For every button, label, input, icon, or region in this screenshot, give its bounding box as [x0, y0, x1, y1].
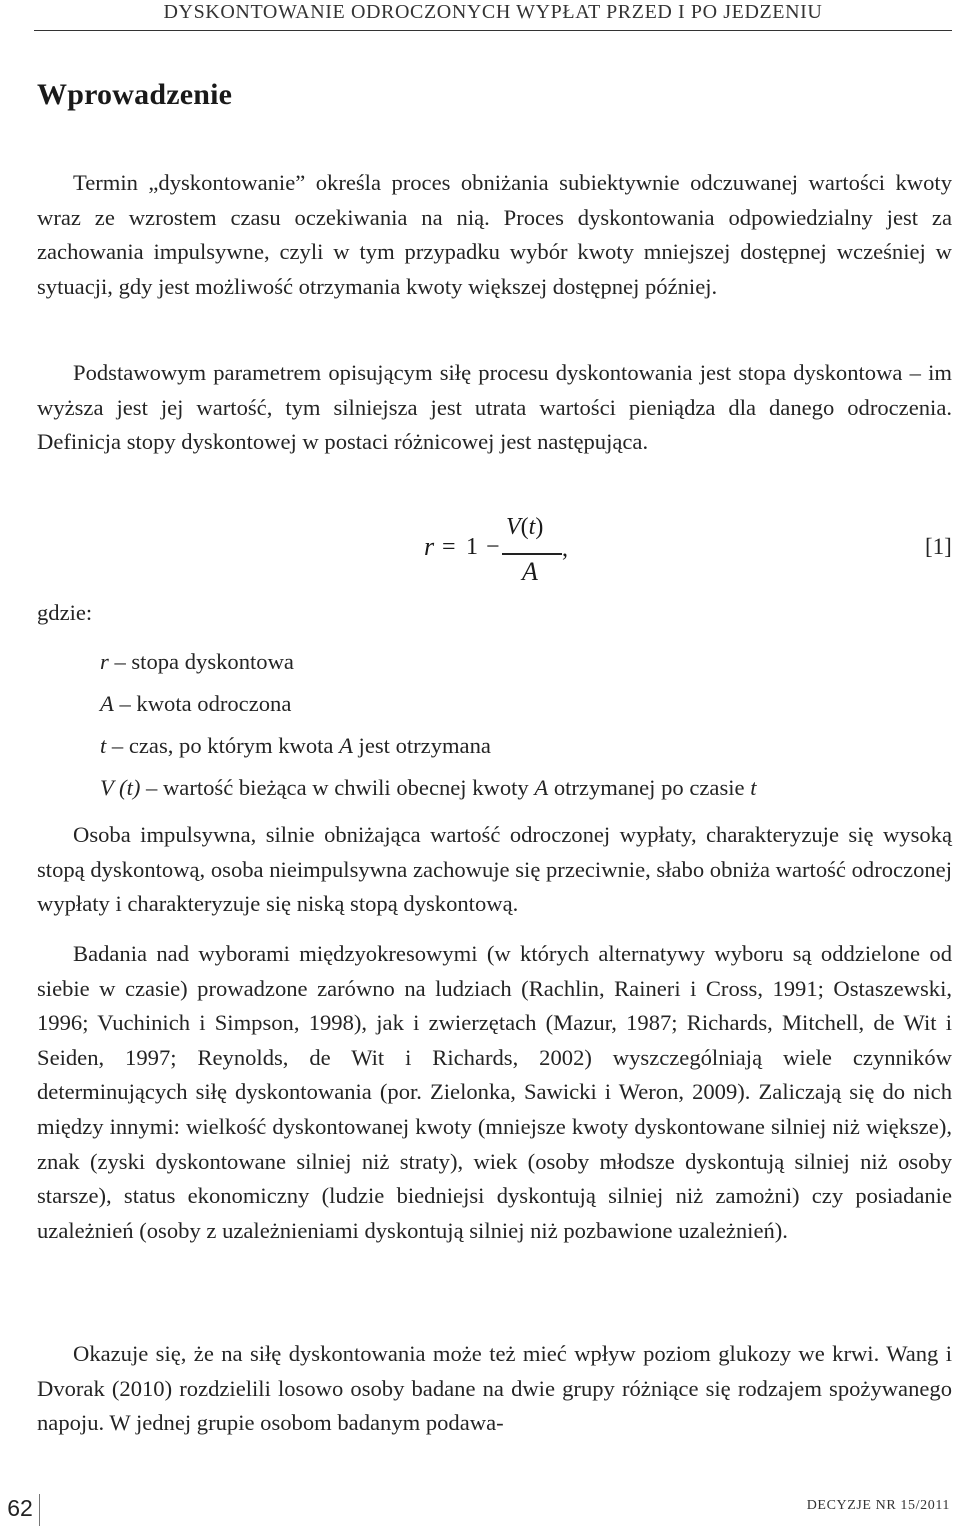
formula-numerator: [506, 514, 543, 541]
formula-numerator-open: (: [520, 514, 529, 540]
definition-symbol: t: [750, 775, 757, 800]
formula-numerator-t: t: [528, 514, 536, 540]
paragraph-discount-rate: [37, 356, 952, 460]
fraction-bar: [502, 553, 562, 555]
definition-symbol: V (t): [100, 775, 141, 800]
definition-text: jest otrzymana: [352, 733, 491, 758]
definition-text: otrzymanej po czasie: [548, 775, 751, 800]
definition-symbol: A: [339, 733, 353, 758]
paragraph-text: Podstawowym parametrem opisującym siłę procesu dyskontowania jest stopa dyskontowa – im wyższa jest jej wartość, tym silniejsza jest utrata wartości pieniądza dla danego odroczenia. Definicja stopy dyskontowej w postaci różnicowej jest następująca.: [37, 360, 952, 455]
definition-text: – stopa dyskontowa: [108, 649, 294, 674]
formula-numerator-v: V: [506, 514, 521, 540]
paragraph-text: Osoba impulsywna, silnie obniżająca wartość odroczonej wypłaty, charakteryzuje się wysoką stopą dyskontową, osoba nieimpulsywna zachowuje się przeciwnie, słabo obniża wartość odroczonej wypłaty i charakteryzuje się niską stopą dyskontową.: [37, 822, 952, 917]
journal-footer: DECYZJE NR 15/2011: [806, 1498, 950, 1513]
definition-item: [100, 725, 940, 767]
paragraph-glucose: [37, 1337, 952, 1441]
definition-symbol: r: [100, 649, 109, 674]
definition-symbol: t: [100, 733, 107, 758]
paragraph-research: [37, 937, 952, 1248]
definition-item: [100, 683, 940, 725]
formula-denominator: A: [522, 557, 538, 586]
discount-rate-formula: [420, 512, 590, 590]
paragraph-text: Badania nad wyborami międzyokresowymi (w których alternatywy wyboru są oddzielone od siebie w czasie) prowadzone zarówno na ludziach (Rachlin, Raineri i Cross, 1991; Ostaszewski, 1996; Vuchinich i Simpson, 1998), jak i zwierzętach (Mazur, 1987; Richards, Mitchell, de Wit i Seiden, 1997; Reynolds, de Wit i Richards, 2002) wyszczególniają wiele czynników determinujących siłę dyskontowania (por. Zielonka, Sawicki i Weron, 2009). Zaliczają się do nich między innymi: wielkość dyskontowanej kwoty (mniejsze kwoty dyskontowane silniej niż większe), znak (zyski dyskontowane silniej niż straty), wiek (osoby młodsze dyskontują silniej niż osoby starsze), status ekonomiczny (ludzie biedniejsi dyskontują silniej niż zamożni) czy posiadanie uzależnień (osoby z uzależnieniami dyskontują silniej niż pozbawione uzależnień).: [37, 941, 952, 1243]
definition-text: – kwota odroczona: [113, 691, 292, 716]
equation-number: [1]: [925, 534, 952, 559]
formula-numerator-close: ): [535, 514, 544, 540]
formula-minus: −: [486, 534, 500, 560]
formula-lhs: r: [424, 532, 435, 561]
definition-item: [100, 767, 940, 809]
formula-one: 1: [466, 534, 478, 560]
definition-symbol: A: [100, 691, 114, 716]
definition-symbol: A: [534, 775, 549, 800]
definition-text: – wartość bieżąca w chwili obecnej kwoty: [140, 775, 535, 800]
definitions-list: [100, 641, 940, 809]
formula-comma: ,: [562, 536, 568, 562]
section-title: Wprowadzenie: [37, 78, 233, 111]
running-head: DYSKONTOWANIE ODROCZONYCH WYPŁAT PRZED I PO JEDZENIU: [34, 0, 952, 31]
paragraph-intro: [37, 166, 952, 304]
page-number: 62: [0, 1490, 40, 1526]
paragraph-text: Termin „dyskontowanie” określa proces obniżania subiektywnie odczuwanej wartości kwoty wraz ze wzrostem czasu oczekiwania na nią. Proces dyskontowania odpowiedzialny jest za zachowania impulsywne, czyli w tym przypadku wybór kwoty mniejszej dostępnej wcześniej w sytuacji, gdy jest możliwość otrzymania kwoty większej dostępnej później.: [37, 170, 952, 299]
paragraph-text: Okazuje się, że na siłę dyskontowania może też mieć wpływ poziom glukozy we krwi. Wang i Dvorak (2010) rozdzielili losowo osoby badane na dwie grupy różniące się rodzajem spożywanego napoju. W jednej grupie osobom badanym podawa-: [37, 1341, 952, 1436]
formula-equals: =: [442, 534, 456, 560]
definitions-intro: gdzie:: [37, 600, 93, 625]
definition-item: [100, 641, 940, 683]
paragraph-impulsive: [37, 818, 952, 922]
definition-text: – czas, po którym kwota: [106, 733, 340, 758]
